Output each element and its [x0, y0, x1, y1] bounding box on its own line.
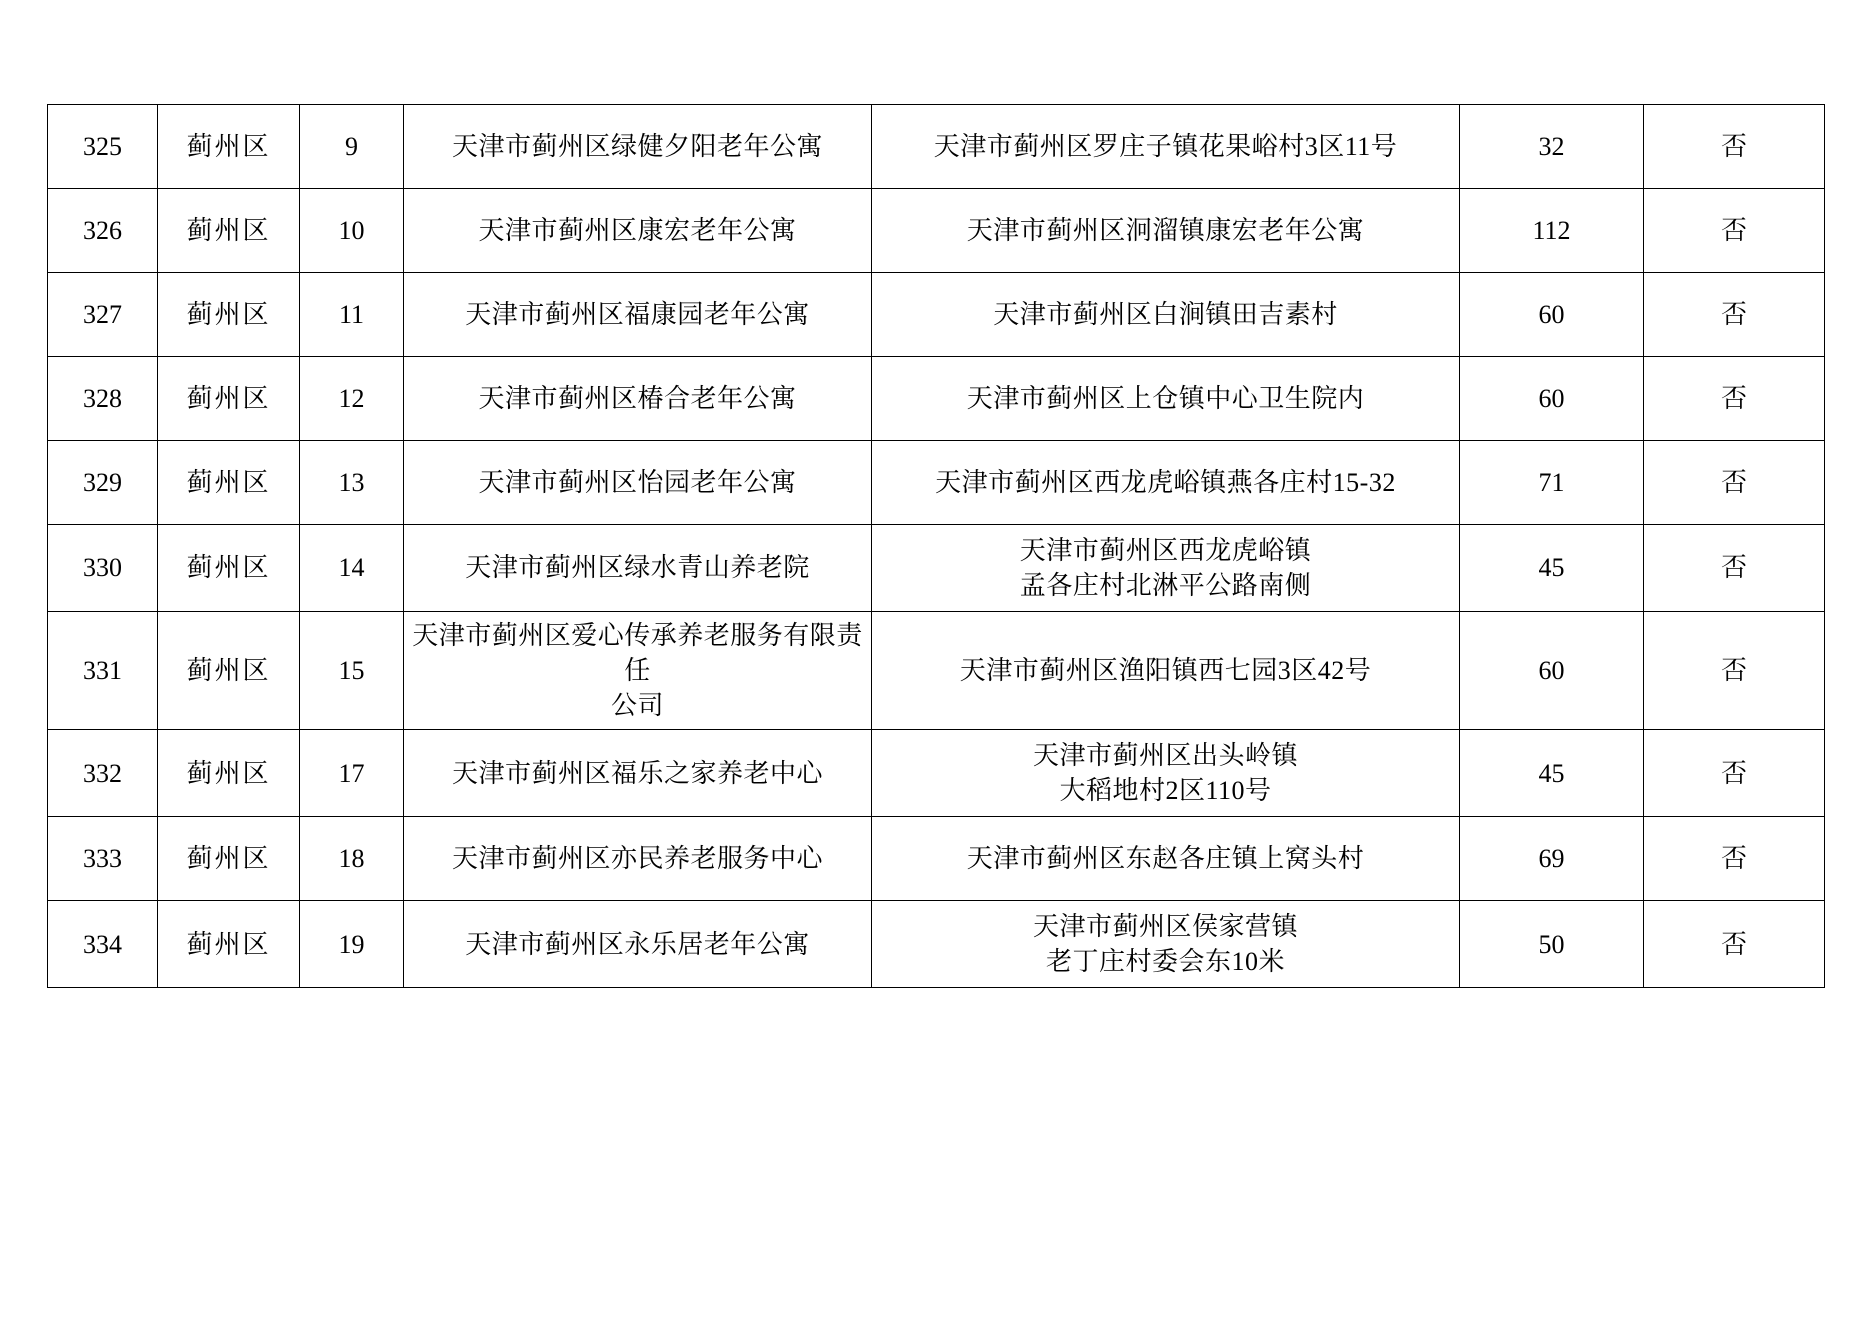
cell-bed-count: 60 [1460, 612, 1644, 730]
cell-bed-count: 112 [1460, 189, 1644, 273]
cell-institution-name [404, 189, 872, 273]
cell-institution-name-line: 公司 [610, 691, 664, 721]
cell-address-line: 天津市蓟州区罗庄子镇花果峪村3区11号 [933, 131, 1398, 161]
cell-flag: 否 [1644, 612, 1825, 730]
cell-number: 10 [300, 189, 404, 273]
cell-institution-name [404, 273, 872, 357]
table-row [48, 441, 1825, 525]
cell-institution-name [404, 730, 872, 817]
cell-sequence: 333 [48, 817, 158, 901]
cell-number: 13 [300, 441, 404, 525]
cell-institution-name-line: 天津市蓟州区康宏老年公寓 [478, 215, 797, 245]
cell-address-line: 孟各庄村北淋平公路南侧 [1019, 571, 1312, 600]
cell-institution-name-line: 天津市蓟州区爱心传承养老服务有限责任 [412, 621, 863, 686]
cell-institution-name-line: 天津市蓟州区绿水青山养老院 [465, 553, 810, 583]
cell-address-line: 天津市蓟州区渔阳镇西七园3区42号 [959, 656, 1372, 686]
cell-bed-count: 45 [1460, 730, 1644, 817]
cell-address-line: 天津市蓟州区东赵各庄镇上窝头村 [966, 844, 1365, 874]
cell-district: 蓟州区 [158, 817, 300, 901]
cell-sequence: 332 [48, 730, 158, 817]
table-row [48, 525, 1825, 612]
table-row [48, 730, 1825, 817]
cell-flag: 否 [1644, 730, 1825, 817]
cell-address [872, 901, 1460, 988]
cell-sequence: 327 [48, 273, 158, 357]
cell-sequence: 325 [48, 105, 158, 189]
cell-sequence: 328 [48, 357, 158, 441]
cell-number: 14 [300, 525, 404, 612]
elderly-care-institutions-table [47, 104, 1825, 988]
cell-flag: 否 [1644, 357, 1825, 441]
cell-flag: 否 [1644, 817, 1825, 901]
table-row [48, 901, 1825, 988]
cell-institution-name-line: 天津市蓟州区永乐居老年公寓 [465, 929, 810, 959]
cell-institution-name [404, 357, 872, 441]
cell-number: 11 [300, 273, 404, 357]
cell-address [872, 273, 1460, 357]
cell-flag: 否 [1644, 105, 1825, 189]
cell-address-line: 大稻地村2区110号 [1059, 776, 1272, 806]
cell-number: 15 [300, 612, 404, 730]
cell-district: 蓟州区 [158, 357, 300, 441]
cell-institution-name [404, 525, 872, 612]
cell-address-line: 天津市蓟州区西龙虎峪镇燕各庄村15-32 [935, 467, 1396, 497]
table-row [48, 612, 1825, 730]
cell-address-line: 老丁庄村委会东10米 [1045, 947, 1285, 977]
cell-address [872, 357, 1460, 441]
table-row [48, 189, 1825, 273]
cell-sequence: 326 [48, 189, 158, 273]
table-row [48, 357, 1825, 441]
cell-address [872, 817, 1460, 901]
cell-flag: 否 [1644, 441, 1825, 525]
cell-number: 9 [300, 105, 404, 189]
cell-institution-name-line: 天津市蓟州区怡园老年公寓 [478, 467, 797, 497]
cell-district: 蓟州区 [158, 901, 300, 988]
cell-institution-name [404, 105, 872, 189]
cell-district: 蓟州区 [158, 273, 300, 357]
cell-sequence: 330 [48, 525, 158, 612]
cell-address-line: 天津市蓟州区西龙虎峪镇 [1019, 535, 1312, 565]
cell-address-line: 天津市蓟州区侯家营镇 [1032, 912, 1298, 942]
cell-sequence: 331 [48, 612, 158, 730]
cell-district: 蓟州区 [158, 612, 300, 730]
cell-sequence: 334 [48, 901, 158, 988]
cell-number: 19 [300, 901, 404, 988]
cell-number: 12 [300, 357, 404, 441]
cell-address [872, 189, 1460, 273]
cell-bed-count: 32 [1460, 105, 1644, 189]
cell-institution-name-line: 天津市蓟州区绿健夕阳老年公寓 [451, 131, 823, 161]
cell-flag: 否 [1644, 273, 1825, 357]
cell-address-line: 天津市蓟州区泂溜镇康宏老年公寓 [966, 215, 1365, 245]
cell-address-line: 天津市蓟州区出头岭镇 [1032, 741, 1298, 771]
cell-flag: 否 [1644, 525, 1825, 612]
cell-bed-count: 60 [1460, 273, 1644, 357]
cell-institution-name-line: 天津市蓟州区椿合老年公寓 [478, 383, 797, 413]
cell-address [872, 730, 1460, 817]
cell-institution-name [404, 901, 872, 988]
cell-bed-count: 45 [1460, 525, 1644, 612]
cell-bed-count: 50 [1460, 901, 1644, 988]
table-body [48, 105, 1825, 988]
cell-institution-name-line: 天津市蓟州区福乐之家养老中心 [451, 758, 823, 788]
cell-district: 蓟州区 [158, 525, 300, 612]
cell-district: 蓟州区 [158, 105, 300, 189]
cell-number: 18 [300, 817, 404, 901]
table-row [48, 105, 1825, 189]
table-row [48, 817, 1825, 901]
cell-district: 蓟州区 [158, 189, 300, 273]
cell-institution-name [404, 817, 872, 901]
cell-sequence: 329 [48, 441, 158, 525]
cell-address [872, 525, 1460, 612]
cell-institution-name-line: 天津市蓟州区亦民养老服务中心 [451, 844, 823, 874]
cell-flag: 否 [1644, 189, 1825, 273]
cell-institution-name-line: 天津市蓟州区福康园老年公寓 [465, 299, 810, 329]
cell-institution-name [404, 612, 872, 730]
cell-district: 蓟州区 [158, 441, 300, 525]
cell-address-line: 天津市蓟州区上仓镇中心卫生院内 [966, 383, 1365, 413]
cell-institution-name [404, 441, 872, 525]
table-row [48, 273, 1825, 357]
cell-address [872, 441, 1460, 525]
cell-district: 蓟州区 [158, 730, 300, 817]
cell-bed-count: 69 [1460, 817, 1644, 901]
cell-bed-count: 60 [1460, 357, 1644, 441]
cell-address-line: 天津市蓟州区白涧镇田吉素村 [993, 299, 1338, 329]
cell-flag: 否 [1644, 901, 1825, 988]
cell-address [872, 612, 1460, 730]
cell-address [872, 105, 1460, 189]
cell-bed-count: 71 [1460, 441, 1644, 525]
table-container [47, 104, 1824, 988]
cell-number: 17 [300, 730, 404, 817]
